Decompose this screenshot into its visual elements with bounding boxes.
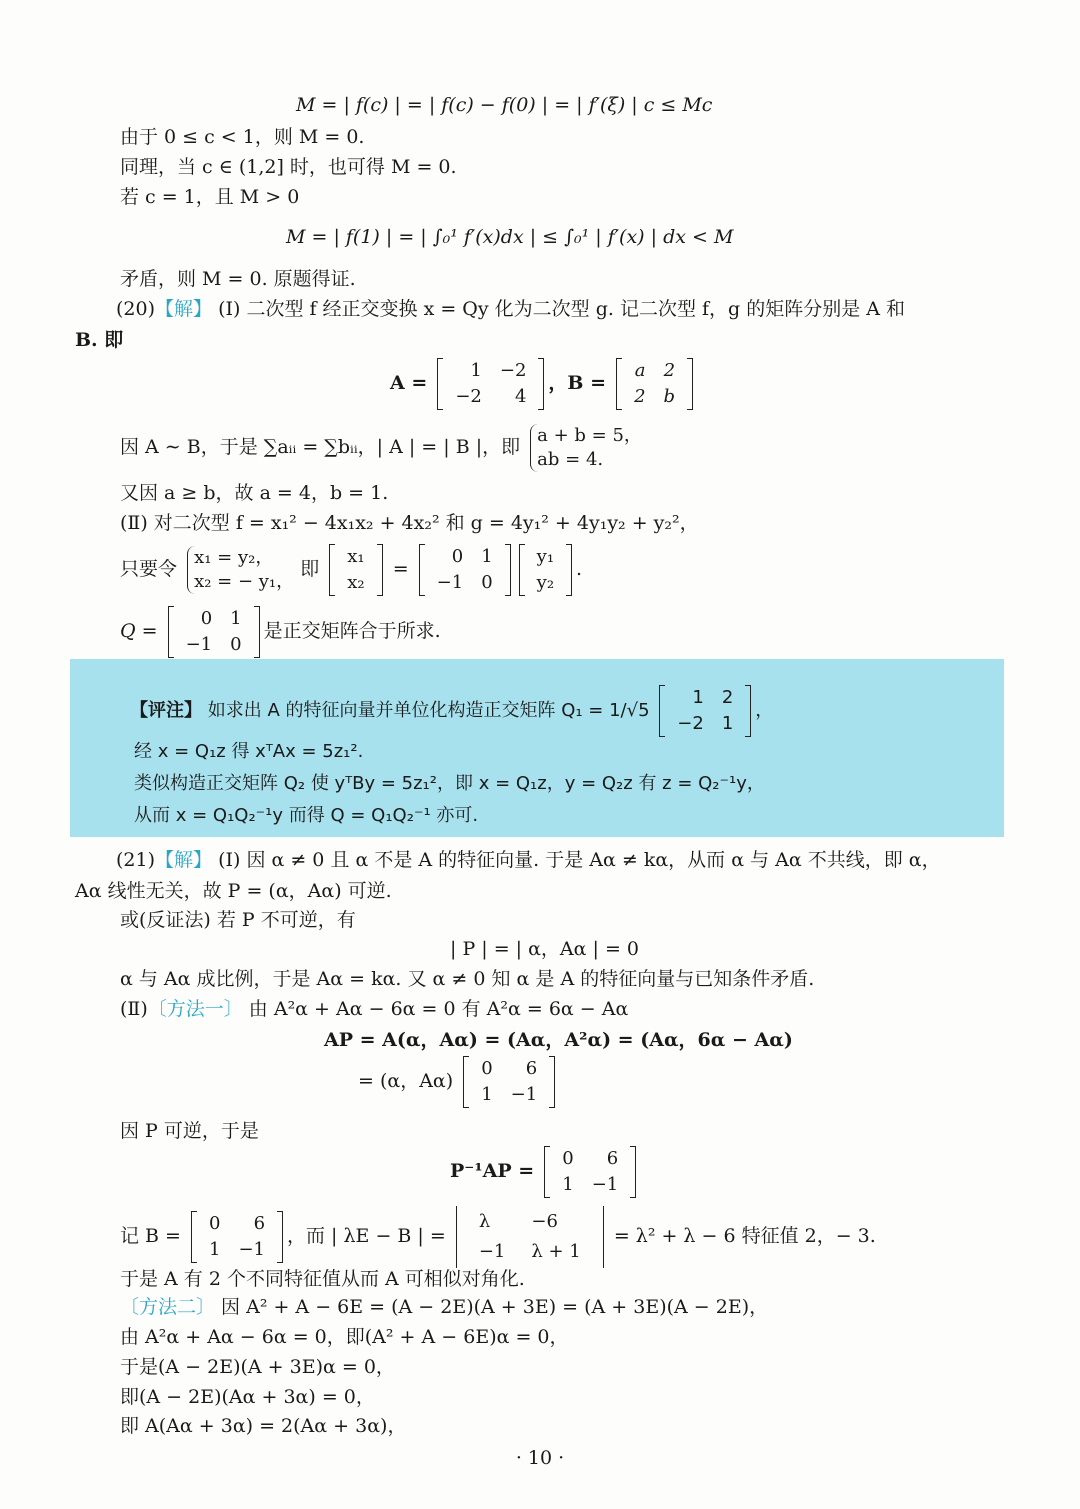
matrix-b xyxy=(191,1211,283,1263)
matrix-q xyxy=(168,606,260,658)
matrix-cell: 1 xyxy=(721,713,734,734)
matrix-cell: −1 xyxy=(238,1239,266,1260)
label-b: ，B = xyxy=(548,372,607,394)
matrix-cell: 1 xyxy=(470,360,482,381)
matrix-cell: 1 xyxy=(481,546,493,567)
matrix-cell: 6 xyxy=(525,1058,538,1079)
text-line: 是正交矩阵合于所求. xyxy=(263,620,441,642)
text-line: = λ² + λ − 6 特征值 2，− 3. xyxy=(613,1225,876,1247)
matrix-cell: 2 xyxy=(663,360,676,381)
characteristic-line xyxy=(120,1206,876,1268)
text-line: 由 A²α + Aα − 6α = 0 有 A²α = 6α − Aα xyxy=(242,998,629,1020)
page-number: · 10 · xyxy=(515,1447,565,1469)
text-line: Aα 线性无关，故 P = (α，Aα) 可逆. xyxy=(75,880,392,902)
text-line: B. 即 xyxy=(75,329,124,351)
part-number: (Ⅱ) xyxy=(120,998,148,1020)
text-line: 又因 a ≥ b，故 a = 4，b = 1. xyxy=(120,482,389,504)
solution-tag: 【解】 xyxy=(155,849,213,871)
matrix-cell: −1 xyxy=(510,1084,538,1105)
text-line: (Ⅰ) 因 α ≠ 0 且 α 不是 A 的特征向量. 于是 Aα ≠ kα，从而 α 与 Aα 不共线，即 α， xyxy=(212,849,941,871)
matrix-cell: x₁ xyxy=(347,546,365,567)
comma: ， xyxy=(755,700,774,721)
matrix-cell: 0 xyxy=(209,1213,221,1234)
comment-text: 如求出 A 的特征向量并单位化构造正交矩阵 Q₁ = 1/√5 xyxy=(202,700,650,721)
matrix-rotation xyxy=(419,544,511,596)
matrix-cell: λ + 1 xyxy=(531,1241,581,1262)
equation-ap-result xyxy=(358,1056,559,1108)
equation-ap: AP = A(α，Aα) = (Aα，A²α) = (Aα，6α − Aα) xyxy=(324,1029,793,1051)
text-line: = (α，Aα) xyxy=(358,1070,454,1092)
matrix-cell: −1 xyxy=(436,572,464,593)
period: . xyxy=(576,558,583,580)
comment-line xyxy=(130,685,773,737)
text-line: P⁻¹AP = xyxy=(450,1160,535,1182)
matrix-cell: −6 xyxy=(531,1211,558,1232)
matrix-cell: λ xyxy=(478,1211,491,1232)
equation-similar xyxy=(450,1146,640,1198)
text-line: 或(反证法) 若 P 不可逆，有 xyxy=(120,909,356,931)
method-tag: 〔方法一〕 xyxy=(147,998,243,1020)
comment-line: 经 x = Q₁z 得 xᵀAx = 5z₁². xyxy=(134,741,364,762)
problem-20-line xyxy=(116,296,905,322)
matrix-cell: 6 xyxy=(606,1148,619,1169)
matrix-cell: −1 xyxy=(591,1174,619,1195)
matrix-cell: 1 xyxy=(481,1084,493,1105)
matrix-cell: 4 xyxy=(514,386,527,407)
matrix-cell: 0 xyxy=(200,608,213,629)
system-row: ab = 4. xyxy=(537,449,604,470)
matrix-cell: −2 xyxy=(499,360,527,381)
system-row: x₂ = − y₁， xyxy=(194,571,295,592)
matrix-cell: 1 xyxy=(562,1174,574,1195)
text-line: (Ⅱ) 对二次型 f = x₁² − 4x₁x₂ + 4x₂² 和 g = 4y₁² + 4y₁y₂ + y₂²， xyxy=(120,512,699,534)
matrix-cell: 1 xyxy=(209,1239,221,1260)
matrix-cell: 0 xyxy=(481,1058,493,1079)
problem-number: (20) xyxy=(116,298,156,320)
matrix-equation-ab xyxy=(390,358,697,410)
text-line: 只要令 xyxy=(120,558,178,580)
text-line: ，而 | λE − B | = xyxy=(287,1225,446,1247)
text-line: 若 c = 1，且 M > 0 xyxy=(120,186,300,208)
text-line: 由于 0 ≤ c < 1，则 M = 0. xyxy=(120,126,365,148)
text-line: (Ⅰ) 二次型 f 经正交变换 x = Qy 化为二次型 g. 记二次型 f，g 的矩阵分别是 A 和 xyxy=(212,298,906,320)
matrix-cell: 0 xyxy=(562,1148,574,1169)
problem-21-line xyxy=(116,847,941,873)
solution-tag: 【解】 xyxy=(155,298,213,320)
matrix-cell: 6 xyxy=(253,1213,266,1234)
matrix-06 xyxy=(463,1056,555,1108)
matrix-cell: 0 xyxy=(481,572,493,593)
method-one-line xyxy=(120,996,628,1022)
vector-x xyxy=(329,544,382,596)
text-line: 因 A² + A − 6E = (A − 2E)(A + 3E) = (A + 3E)(A − 2E)， xyxy=(215,1296,769,1318)
method-tag: 〔方法二〕 xyxy=(120,1296,216,1318)
label-q: Q = xyxy=(120,620,158,642)
matrix-cell: 0 xyxy=(451,546,464,567)
comment-line: 类似构造正交矩阵 Q₂ 使 yᵀBy = 5z₁²，即 x = Q₁z，y = Q₂z 有 z = Q₂⁻¹y， xyxy=(134,773,765,794)
matrix-cell: 1 xyxy=(692,687,704,708)
matrix-cell: −1 xyxy=(478,1241,506,1262)
comment-box xyxy=(70,659,1004,837)
matrix-cell: a xyxy=(634,360,646,381)
equation-m-bound: M = | f(c) | = | f(c) − f(0) | = | f′(ξ) | c ≤ Mc xyxy=(296,94,713,116)
matrix-06 xyxy=(544,1146,636,1198)
matrix-cell: 2 xyxy=(634,386,646,407)
system-row: a + b = 5， xyxy=(537,425,642,446)
label-a: A = xyxy=(390,372,428,394)
text-line: 因 P 可逆，于是 xyxy=(120,1120,259,1142)
equation-det-p: | P | = | α，Aα | = 0 xyxy=(450,938,640,960)
equation-system xyxy=(530,424,642,472)
determinant xyxy=(456,1206,604,1268)
text-line: 即 xyxy=(300,558,320,580)
method-two-line xyxy=(120,1294,768,1320)
text-line: 于是 A 有 2 个不同特征值从而 A 可相似对角化. xyxy=(120,1268,525,1290)
text-line: α 与 Aα 成比例，于是 Aα = kα. 又 α ≠ 0 知 α 是 A 的特征向量与已知条件矛盾. xyxy=(120,968,815,990)
text-line: 即(A − 2E)(Aα + 3α) = 0， xyxy=(120,1386,375,1408)
matrix-cell: b xyxy=(663,386,676,407)
text-line: 因 A ∼ B，于是 ∑aᵢᵢ = ∑bᵢᵢ，| A | = | B |，即 xyxy=(120,436,521,458)
problem-number: (21) xyxy=(116,849,156,871)
comment-tag: 【评注】 xyxy=(130,700,202,721)
text-line: 记 B = xyxy=(120,1225,181,1247)
equals-sign: = xyxy=(392,558,409,580)
matrix-cell: y₁ xyxy=(536,546,555,567)
matrix-q1 xyxy=(659,685,751,737)
text-line: 矛盾，则 M = 0. 原题得证. xyxy=(120,268,356,290)
matrix-cell: 0 xyxy=(230,634,242,655)
matrix-a xyxy=(437,358,544,410)
matrix-cell: −2 xyxy=(677,713,704,734)
vector-y xyxy=(519,544,572,596)
text-line: 即 A(Aα + 3α) = 2(Aα + 3α)， xyxy=(120,1415,407,1437)
matrix-cell: 2 xyxy=(721,687,734,708)
matrix-cell: x₂ xyxy=(347,572,365,593)
similarity-line xyxy=(120,424,642,472)
matrix-cell: y₂ xyxy=(536,572,555,593)
matrix-cell: 1 xyxy=(230,608,242,629)
system-row: x₁ = y₂， xyxy=(194,547,274,568)
matrix-b xyxy=(616,358,693,410)
substitution-line xyxy=(120,544,582,596)
equation-integral: M = | f(1) | = | ∫₀¹ f′(x)dx | ≤ ∫₀¹ | f′(x) | dx < M xyxy=(286,226,734,248)
text-line: 由 A²α + Aα − 6α = 0，即(A² + A − 6E)α = 0， xyxy=(120,1326,569,1348)
text-line: 于是(A − 2E)(A + 3E)α = 0， xyxy=(120,1356,395,1378)
q-matrix-line xyxy=(120,606,441,658)
text-line: 同理，当 c ∈ (1,2] 时，也可得 M = 0. xyxy=(120,156,457,178)
equation-system xyxy=(187,546,294,594)
comment-line: 从而 x = Q₁Q₂⁻¹y 而得 Q = Q₁Q₂⁻¹ 亦可. xyxy=(134,805,479,826)
matrix-cell: −1 xyxy=(185,634,213,655)
matrix-cell: −2 xyxy=(455,386,482,407)
